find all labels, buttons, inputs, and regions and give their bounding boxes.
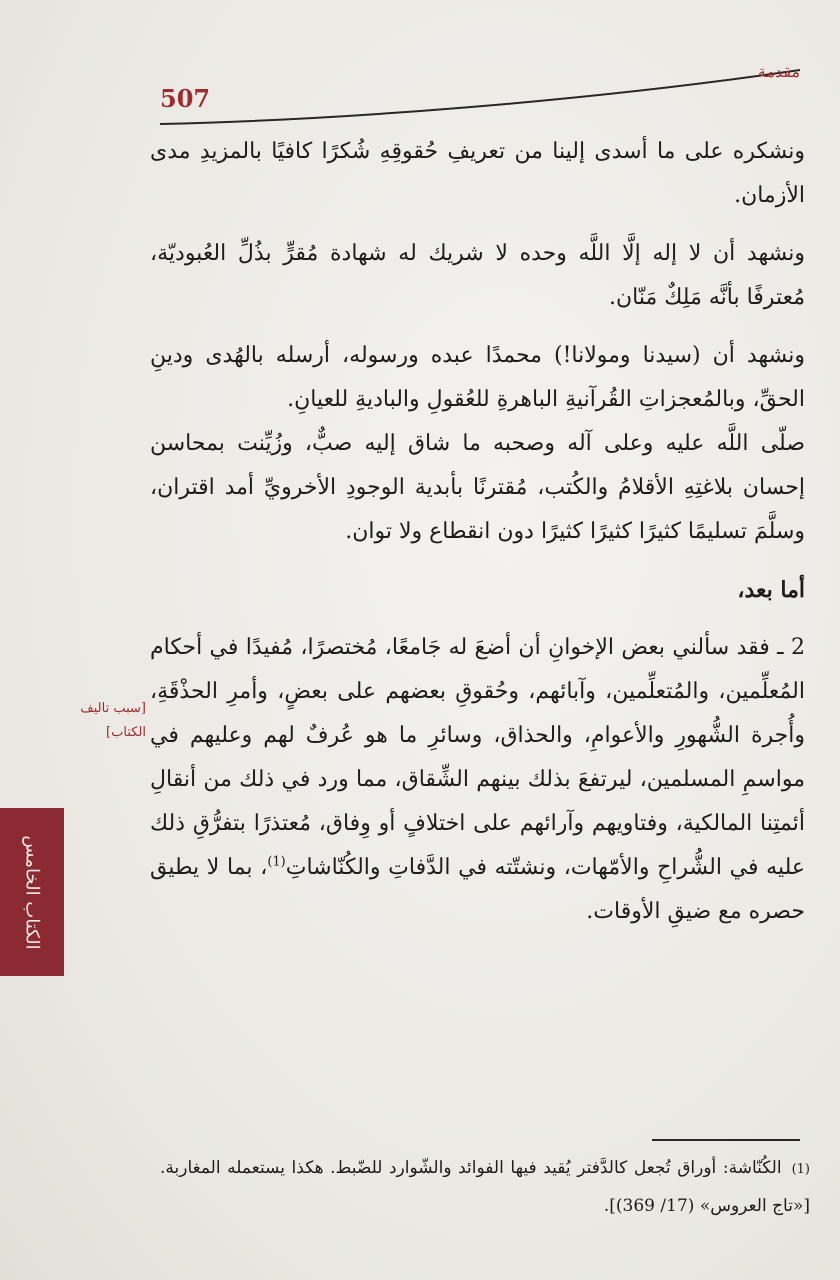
margin-note bbox=[56, 697, 146, 745]
paragraph: ونشكره على ما أسدى إلينا من تعريفِ حُقوقِهِ شُكرًا كافيًا بالمزيدِ مدى الأزمان. bbox=[150, 139, 805, 208]
paragraph: ونشهد أن (سيدنا ومولانا!) محمدًا عبده ورسوله، أرسله بالهُدى ودينِ الحقِّ، وبالمُعجزاتِ القُرآنيةِ الباهرةِ للعُقولِ والباديةِ للعيانِ. bbox=[150, 343, 805, 412]
paragraph-text-end: ، بما لا يطيق حصره مع ضيقِ الأوقات. bbox=[150, 855, 805, 924]
paragraph: صلّى اللَّه عليه وعلى آله وصحبه ما شاق إليه صبٌّ، وزُيِّنت بمحاسن إحسان بلاغتِهِ الأقلامُ والكُتب، مُقترنًا بأبدية الوجودِ الأخرويِّ أمد اقتران، وسلَّمَ تسليمًا كثيرًا كثيرًا كثيرًا دون انقطاع ولا توان. bbox=[150, 431, 805, 544]
footnote bbox=[160, 1150, 810, 1224]
paragraph-text: 2 ـ فقد سألني بعض الإخوانِ أن أضعَ له جَامعًا، مُختصرًا، مُفيدًا في أحكام المُعلِّمين، والمُتعلِّمين، وآبائهم، وحُقوقِ بعضهم على بعضٍ، وأمرِ الحذْقَةِ، وأُجرة الشُّهورِ والأعوامِ، والحذاق، وسائرِ ما هو عُرفٌ لهم وعليهم في مواسمِ المسلمين، ليرتفعَ بذلك بينهم الشِّقاق، مما ورد في ذلك من أنقالِ أئمتِنا المالكية، وفتاويهم وآرائهم على اختلافٍ أو وِفاق، مُعتذرًا بتفرُّقِ ذلك عليه في الشُّراحِ والأمّهات، ونشتّته في الدَّفاتِ والكُنّاشاتِ bbox=[150, 635, 806, 880]
footnote-reference[interactable]: (1) bbox=[267, 854, 286, 870]
page-header bbox=[160, 58, 800, 128]
paragraph bbox=[150, 626, 805, 934]
footnote-text: الكُنّاشة: أوراق تُجعل كالدَّفتر يُقيد فيها الفوائد والشّوارد للضّبط. هكذا يستعمله المغاربة. [«تاج العروس» (17/ 369)]. bbox=[160, 1158, 810, 1216]
paragraph: ونشهد أن لا إله إلَّا اللَّه وحده لا شريك له شهادة مُقرٍّ بذُلِّ العُبوديّة، مُعترفًا بأنَّه مَلِكٌ مَنّان. bbox=[150, 241, 805, 310]
header-rule bbox=[160, 58, 800, 128]
running-head: مقدمة bbox=[757, 62, 800, 81]
chapter-tab-label: الكتاب الخامس bbox=[21, 834, 43, 950]
main-text bbox=[150, 130, 805, 934]
margin-note-line: الكتاب] bbox=[106, 725, 146, 740]
footnotes bbox=[160, 1150, 810, 1224]
page-number: 507 bbox=[160, 84, 211, 113]
footnote-number: (1) bbox=[791, 1162, 810, 1177]
margin-note-line: [سبب تاليف bbox=[80, 701, 146, 716]
section-heading: أما بعد، bbox=[737, 577, 805, 603]
chapter-tab bbox=[0, 808, 64, 976]
footnote-divider bbox=[652, 1139, 800, 1141]
